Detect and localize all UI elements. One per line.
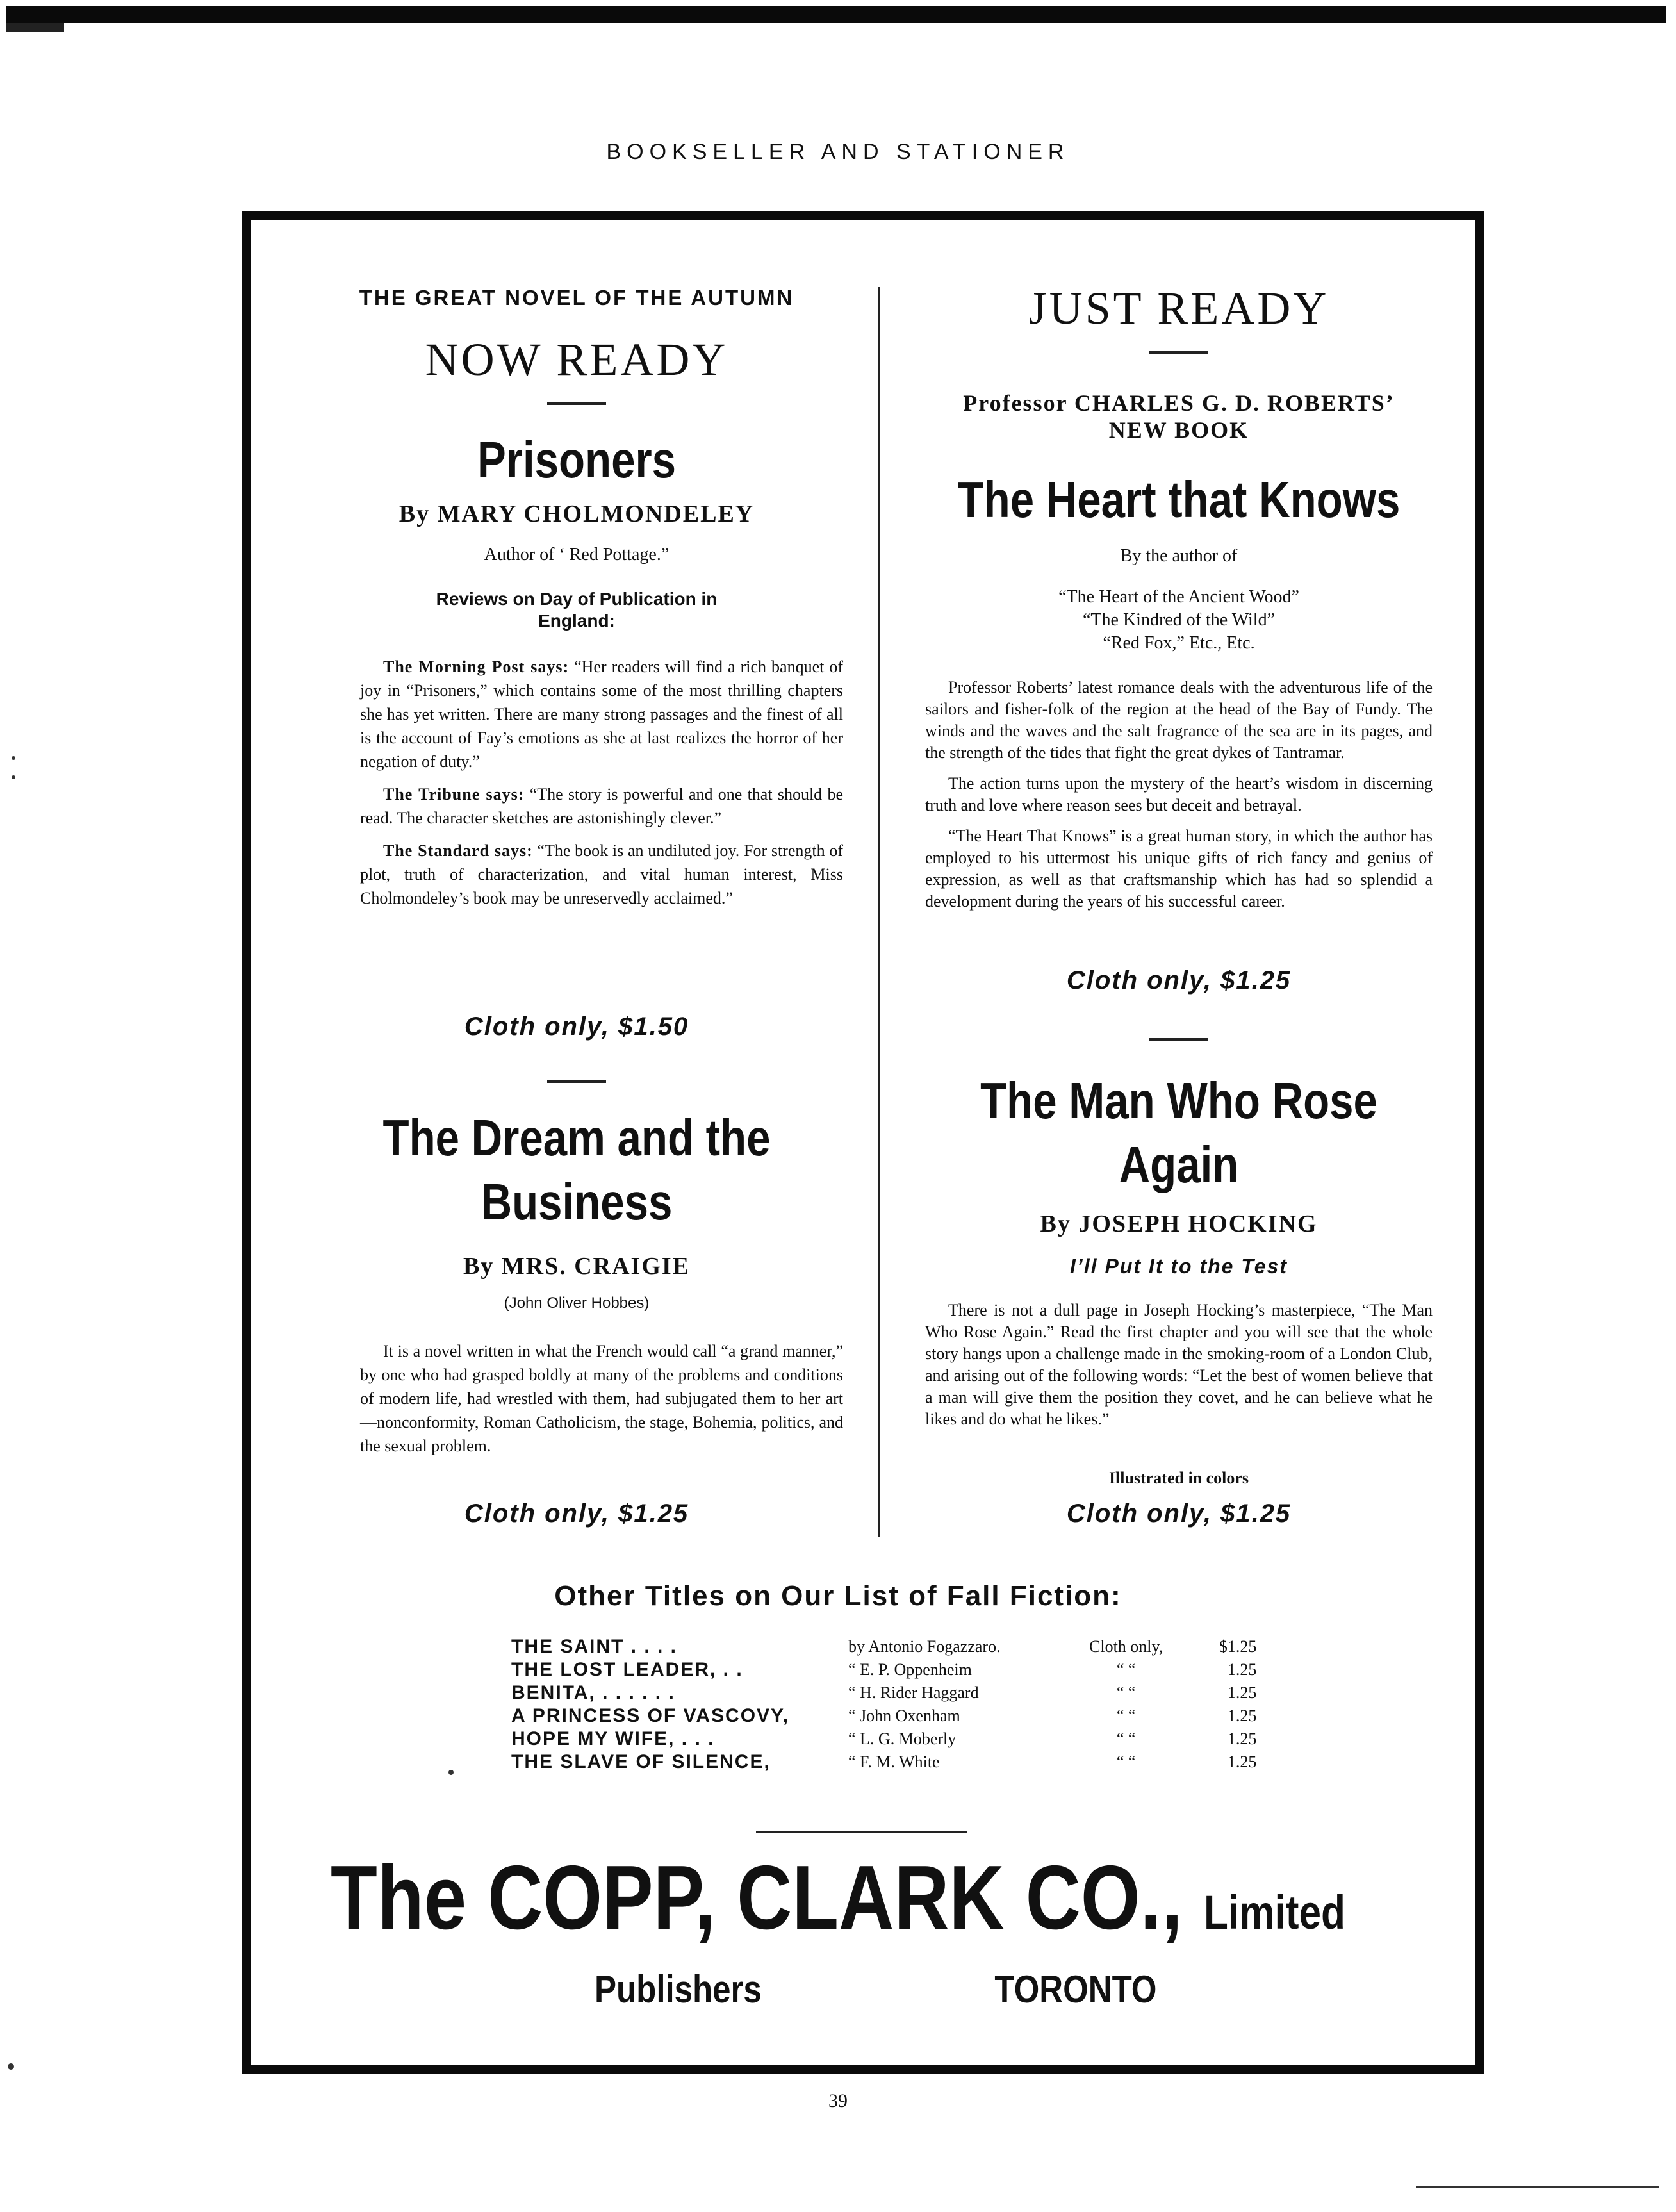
dream-business-description: It is a novel written in what the French would call “a grand manner,” by one who had grasped boldly at many of the problems and conditions of modern life, had wrestled with them, had subjugated them to her art—nonconformity, Roman Catholicism, the stage, Bohemia, politics, and the sexual problem. [360, 1342, 843, 1455]
previous-works: “The Heart of the Ancient Wood” “The Kindred of the Wild” “Red Fox,” Etc., Etc. [1058, 587, 1299, 653]
price-dream-business: Cloth only, $1.25 [464, 1499, 689, 1528]
kicker: THE GREAT NOVEL OF THE AUTUMN [359, 286, 794, 310]
rule [547, 402, 606, 405]
list-item: THE LOST LEADER, . . “ E. P. Oppenheim “ “ 1.25 [511, 1659, 1257, 1680]
byline-hocking: By JOSEPH HOCKING [1040, 1210, 1318, 1237]
publisher-rule [756, 1831, 967, 1833]
fall-fiction-list [506, 1635, 1261, 1774]
by-the-author-of: By the author of [1120, 546, 1238, 566]
author-of-note: Author of ‘ Red Pottage.” [484, 545, 670, 565]
reviews-heading: Reviews on Day of Publication in England: [436, 589, 718, 631]
rule [1149, 351, 1208, 354]
book-title-dream-business: The Dream and the Business [382, 1109, 771, 1230]
top-border-mark [6, 23, 64, 32]
list-item: HOPE MY WIFE, . . . “ L. G. Moberly “ “ 1.25 [511, 1728, 1257, 1749]
price-prisoners: Cloth only, $1.50 [464, 1012, 689, 1041]
list-item: BENITA, . . . . . . “ H. Rider Haggard “ “ 1.25 [511, 1682, 1257, 1703]
price-man-who-rose: Cloth only, $1.25 [1066, 1499, 1292, 1528]
book-title-prisoners: Prisoners [477, 431, 677, 488]
top-border-bar [6, 6, 1666, 23]
rule [1149, 1038, 1208, 1041]
scan-speck [12, 756, 15, 760]
list-item: THE SLAVE OF SILENCE, “ F. M. White “ “ 1.25 [511, 1751, 1257, 1772]
book-title-heart-that-knows: The Heart that Knows [957, 471, 1401, 528]
publisher-city: TORONTO [994, 1968, 1157, 2011]
pen-name: (John Oliver Hobbes) [504, 1294, 650, 1312]
column-divider [878, 287, 880, 1537]
fall-fiction-heading: Other Titles on Our List of Fall Fiction: [554, 1580, 1122, 1612]
list-item: THE SAINT . . . . by Antonio Fogazzaro. Cloth only, $1.25 [511, 1636, 1257, 1657]
book-title-man-who-rose-again: The Man Who Rose Again [980, 1072, 1377, 1193]
page-number: 39 [828, 2090, 848, 2111]
scan-speck [448, 1770, 454, 1775]
byline-prisoners: By MARY CHOLMONDELEY [398, 500, 755, 527]
subtitle-put-it-to-test: I’ll Put It to the Test [1070, 1255, 1288, 1278]
rule [547, 1080, 606, 1083]
list-item: A PRINCESS OF VASCOVY, “ John Oxenham “ “ 1.25 [511, 1705, 1257, 1726]
review-standard: The Standard says: “The book is an undiluted joy. For strength of plot, truth of characterization, and vital human interest, Miss Cholmondeley’s book may be unreservedly acclaimed.” [360, 841, 843, 907]
now-ready-heading: NOW READY [425, 334, 728, 385]
heart-that-knows-description: Professor Roberts’ latest romance deals with the adventurous life of the sailors and fisher-folk of the region at the head of the Bay of Fundy. The winds and the waves and the salt fragrance of the sea are in its pages, and the strength of the tides that fight the great dykes of Tantramar. The action turns upon the mystery of the heart’s wisdom in discerning truth and love where reason sees but deceit and betrayal. “The Heart That Knows” is a great human story, in which the author has employed to his uttermost his unique gifts of rich fancy and genius of expression, as well as that craftsmanship which has had so splendid a development during the years of his successful career. [925, 678, 1433, 911]
man-who-rose-description: There is not a dull page in Joseph Hocking’s masterpiece, “The Man Who Rose Again.” Read the first chapter and you will see that the whole story hangs upon a challenge made in the smoking-room of a London Club, and arising out of the following words: “Let the best of women believe that a man will give them the position they covet, and he can believe what he likes and do what he likes.” [925, 1301, 1433, 1428]
illustrated-note: Illustrated in colors [1108, 1469, 1249, 1487]
bottom-edge-rule [1416, 2186, 1659, 2188]
roberts-author-line: Professor CHARLES G. D. ROBERTS’ NEW BOOK [963, 390, 1395, 443]
publisher-role: Publishers [595, 1968, 762, 2011]
byline-craigie: By MRS. CRAIGIE [463, 1253, 691, 1280]
scan-speck [12, 775, 15, 779]
review-tribune: The Tribune says: “The story is powerful and one that should be read. The character sketches are astonishingly clever.” [360, 785, 843, 827]
just-ready-heading: JUST READY [1028, 283, 1329, 334]
reviews-text [360, 655, 843, 919]
review-morning-post: The Morning Post says: “Her readers will find a rich banquet of joy in “Prisoners,” which contains some of the most thrilling chapters she has yet written. There are many strong passages and the finest of all is the account of Fay’s emotions as she at last realizes the horror of her negation of duty.” [360, 657, 843, 771]
scan-speck [8, 2063, 14, 2070]
price-heart-that-knows: Cloth only, $1.25 [1066, 966, 1292, 995]
running-head: BOOKSELLER AND STATIONER [606, 140, 1070, 164]
publisher-name: The COPP, CLARK CO., Limited [330, 1847, 1346, 1949]
